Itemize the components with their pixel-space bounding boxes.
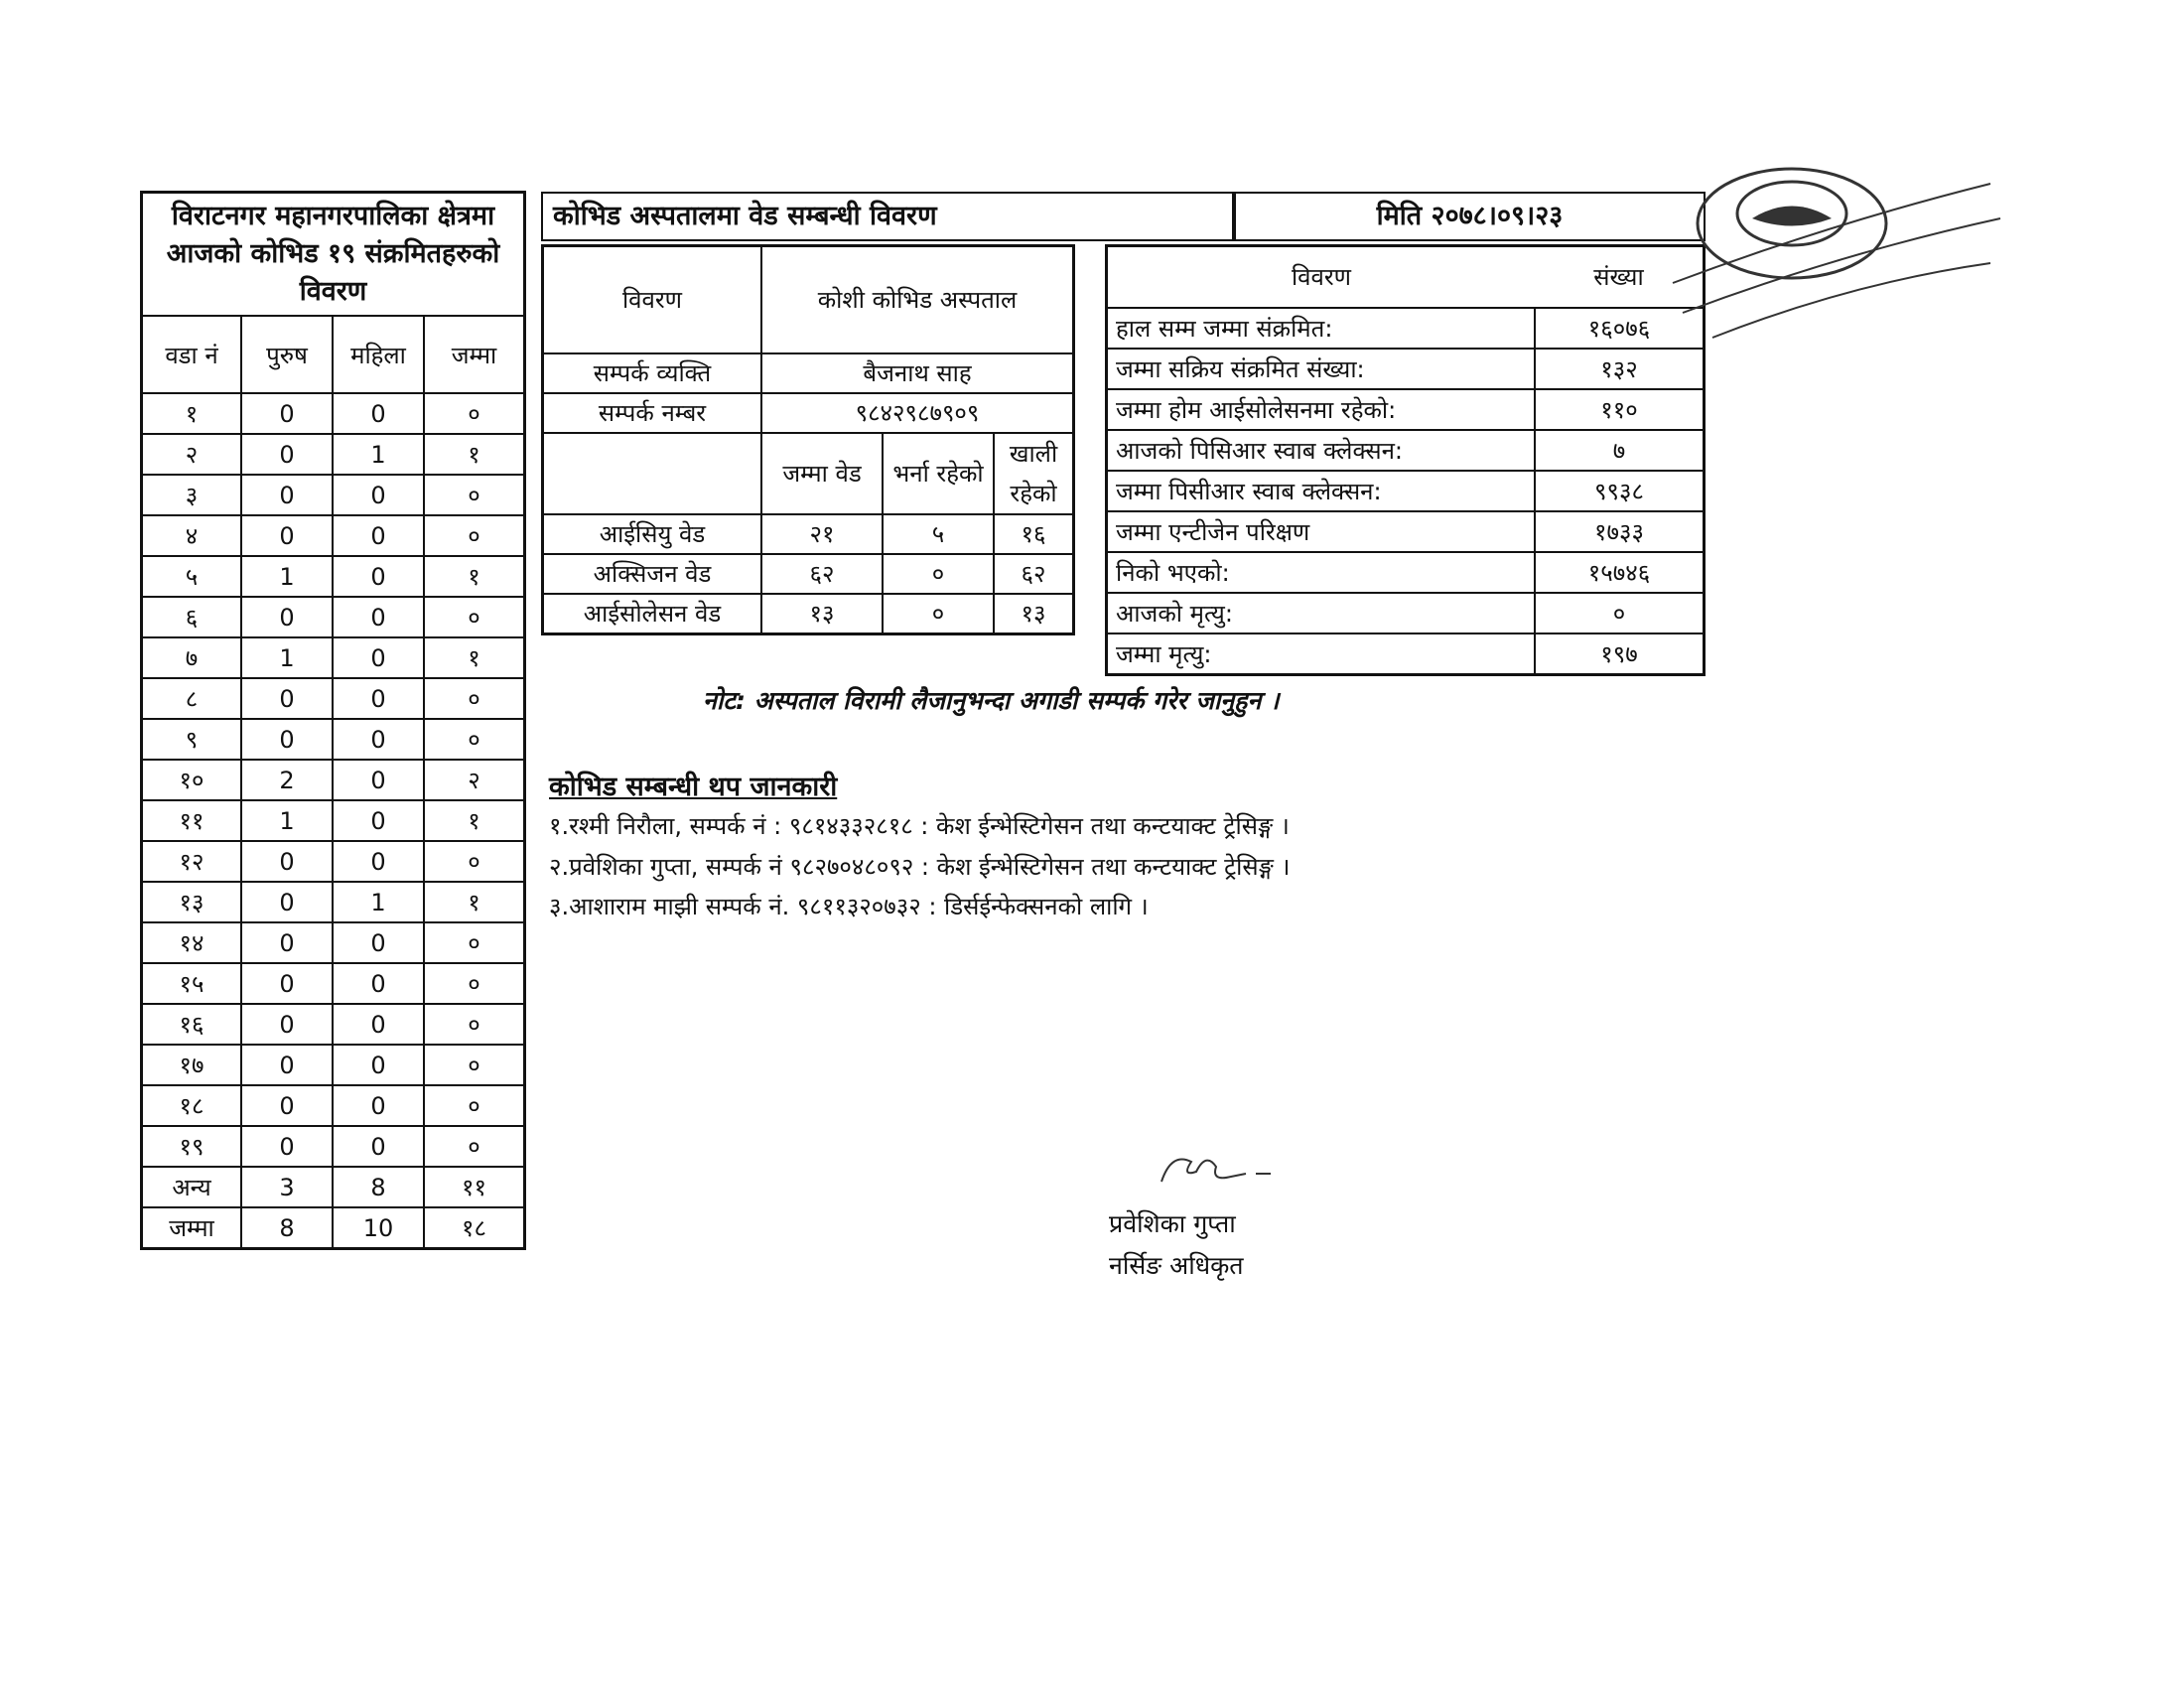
bed-type: आईसोलेसन वेड: [543, 594, 762, 634]
stat-value: १५७४६: [1535, 552, 1705, 593]
total-count: १: [424, 882, 525, 922]
total-count: १: [424, 434, 525, 475]
stats-head-count: संख्या: [1535, 246, 1705, 308]
total-count: १: [424, 556, 525, 597]
ward-row: [142, 1004, 525, 1045]
admitted-beds: ०: [883, 554, 994, 594]
ward-no: २: [142, 434, 242, 475]
ward-row: [142, 434, 525, 475]
female-count: 0: [333, 393, 424, 434]
ward-table: [140, 191, 526, 1250]
female-count: 0: [333, 637, 424, 678]
bed-type: आईसियु वेड: [543, 514, 762, 554]
male-count: 0: [241, 515, 333, 556]
ward-no: १०: [142, 760, 242, 800]
total-count: ०: [424, 922, 525, 963]
stat-row: [1107, 308, 1705, 349]
male-col-header: पुरुष: [241, 316, 333, 393]
ward-row: [142, 393, 525, 434]
ward-row: [142, 1045, 525, 1085]
female-count: 0: [333, 475, 424, 515]
empty-beds: १३: [994, 594, 1074, 634]
male-count: 0: [241, 597, 333, 637]
ward-row: [142, 922, 525, 963]
ward-row: [142, 719, 525, 760]
male-count: 3: [241, 1167, 333, 1207]
total-count: ०: [424, 963, 525, 1004]
ward-no: ४: [142, 515, 242, 556]
stat-label: हाल सम्म जम्मा संक्रमित:: [1107, 308, 1536, 349]
female-count: 0: [333, 1126, 424, 1167]
bed-head-label: विवरण: [543, 246, 762, 353]
contact-number: ९८४२९८७९०९: [761, 393, 1074, 433]
contact-person: बैजनाथ साह: [761, 353, 1074, 393]
ward-no: अन्य: [142, 1167, 242, 1207]
ward-no: १४: [142, 922, 242, 963]
female-count: 1: [333, 882, 424, 922]
ward-row: [142, 556, 525, 597]
admitted-beds: ५: [883, 514, 994, 554]
ward-row: [142, 678, 525, 719]
ward-no: १३: [142, 882, 242, 922]
ward-row: [142, 515, 525, 556]
ward-no: १: [142, 393, 242, 434]
empty-beds: ६२: [994, 554, 1074, 594]
admitted-header: भर्ना रहेको: [883, 433, 994, 514]
bed-row: [543, 594, 1074, 634]
bed-row: [543, 554, 1074, 594]
ward-no: ७: [142, 637, 242, 678]
ward-no: ६: [142, 597, 242, 637]
female-count: 0: [333, 1004, 424, 1045]
male-count: 0: [241, 393, 333, 434]
male-count: 1: [241, 637, 333, 678]
stat-label: आजको पिसिआर स्वाब क्लेक्सन:: [1107, 430, 1536, 471]
total-count: ०: [424, 1085, 525, 1126]
stat-label: निको भएको:: [1107, 552, 1536, 593]
total-count: ०: [424, 841, 525, 882]
stats-head-label: विवरण: [1107, 246, 1536, 308]
male-count: 0: [241, 882, 333, 922]
stat-value: १९७: [1535, 633, 1705, 675]
hospital-note: नोट: अस्पताल विरामी लैजानुभन्दा अगाडी सम्पर्क गरेर जानुहुन ।: [703, 686, 1280, 715]
male-count: 0: [241, 678, 333, 719]
hospital-name: कोशी कोभिड अस्पताल: [761, 246, 1074, 353]
female-count: 0: [333, 515, 424, 556]
ward-row: [142, 800, 525, 841]
ward-no: जम्मा: [142, 1207, 242, 1249]
ward-no: १५: [142, 963, 242, 1004]
stat-row: [1107, 430, 1705, 471]
ward-no: १२: [142, 841, 242, 882]
contact-person-label: सम्पर्क व्यक्ति: [543, 353, 762, 393]
report-date: मिति २०७८।०९।२३: [1234, 192, 1706, 241]
ward-no: ५: [142, 556, 242, 597]
female-count: 0: [333, 1085, 424, 1126]
male-count: 0: [241, 1004, 333, 1045]
more-info-line: ३.आशाराम माझी सम्पर्क नं. ९८११३२०७३२ : डिर्सईन्फेक्सनको लागि ।: [549, 893, 1149, 920]
male-count: 0: [241, 1126, 333, 1167]
male-count: 0: [241, 719, 333, 760]
male-count: 1: [241, 556, 333, 597]
contact-number-label: सम्पर्क नम्बर: [543, 393, 762, 433]
stat-value: ९९३८: [1535, 471, 1705, 511]
total-count: १: [424, 637, 525, 678]
ward-no: १६: [142, 1004, 242, 1045]
ward-row: [142, 1207, 525, 1249]
female-count: 10: [333, 1207, 424, 1249]
admitted-beds: ०: [883, 594, 994, 634]
stat-label: आजको मृत्यु:: [1107, 593, 1536, 633]
bed-table: [541, 244, 1075, 635]
stat-label: जम्मा एन्टीजेन परिक्षण: [1107, 511, 1536, 552]
male-count: 8: [241, 1207, 333, 1249]
ward-row: [142, 760, 525, 800]
total-count: ०: [424, 678, 525, 719]
ward-no: १८: [142, 1085, 242, 1126]
ward-row: [142, 1085, 525, 1126]
total-count: ०: [424, 597, 525, 637]
male-count: 1: [241, 800, 333, 841]
total-count: ०: [424, 1126, 525, 1167]
total-count: १८: [424, 1207, 525, 1249]
stat-row: [1107, 389, 1705, 430]
total-beds: २१: [761, 514, 883, 554]
office-seal: [1653, 164, 2010, 352]
empty-header: खाली रहेको: [994, 433, 1074, 514]
stat-label: जम्मा सक्रिय संक्रमित संख्या:: [1107, 349, 1536, 389]
bed-row: [543, 514, 1074, 554]
total-count: ०: [424, 393, 525, 434]
female-count: 1: [333, 434, 424, 475]
stat-value: १६०७६: [1535, 308, 1705, 349]
signatory-name: प्रवेशिका गुप्ता: [1109, 1209, 1236, 1238]
stat-value: ११०: [1535, 389, 1705, 430]
female-col-header: महिला: [333, 316, 424, 393]
male-count: 0: [241, 1045, 333, 1085]
ward-no: १९: [142, 1126, 242, 1167]
ward-col-header: वडा नं: [142, 316, 242, 393]
male-count: 0: [241, 922, 333, 963]
stat-row: [1107, 552, 1705, 593]
stat-row: [1107, 633, 1705, 675]
more-info-line: १.रश्मी निरौला, सम्पर्क नं : ९८१४३३२८१८ : केश ईन्भेस्टिगेसन तथा कन्टयाक्ट ट्रेसिङ्ग ।: [549, 812, 1290, 840]
ward-no: ११: [142, 800, 242, 841]
stat-value: ०: [1535, 593, 1705, 633]
total-count: ०: [424, 1004, 525, 1045]
female-count: 0: [333, 1045, 424, 1085]
total-count: ०: [424, 515, 525, 556]
total-count: ०: [424, 475, 525, 515]
total-bed-header: जम्मा वेड: [761, 433, 883, 514]
ward-row: [142, 1126, 525, 1167]
stat-row: [1107, 471, 1705, 511]
stats-table: [1105, 244, 1706, 676]
signatory-designation: नर्सिङ अधिकृत: [1109, 1251, 1244, 1280]
stat-value: १७३३: [1535, 511, 1705, 552]
ward-no: ८: [142, 678, 242, 719]
female-count: 0: [333, 800, 424, 841]
male-count: 2: [241, 760, 333, 800]
female-count: 0: [333, 922, 424, 963]
stat-row: [1107, 511, 1705, 552]
ward-no: ९: [142, 719, 242, 760]
ward-row: [142, 597, 525, 637]
bed-table-title: कोभिड अस्पतालमा वेड सम्बन्धी विवरण: [541, 192, 1234, 241]
ward-row: [142, 637, 525, 678]
more-info-line: २.प्रवेशिका गुप्ता, सम्पर्क नं ९८२७०४८०९२ : केश ईन्भेस्टिगेसन तथा कन्टयाक्ट ट्रेसिङ्ग ।: [549, 853, 1291, 881]
ward-row: [142, 475, 525, 515]
stat-label: जम्मा पिसीआर स्वाब क्लेक्सन:: [1107, 471, 1536, 511]
female-count: 0: [333, 963, 424, 1004]
total-count: ०: [424, 1045, 525, 1085]
male-count: 0: [241, 475, 333, 515]
signature-mark: [1152, 1142, 1291, 1201]
ward-row: [142, 963, 525, 1004]
stat-label: जम्मा होम आईसोलेसनमा रहेको:: [1107, 389, 1536, 430]
ward-no: ३: [142, 475, 242, 515]
female-count: 8: [333, 1167, 424, 1207]
ward-row: [142, 882, 525, 922]
total-beds: ६२: [761, 554, 883, 594]
total-count: १: [424, 800, 525, 841]
ward-row: [142, 841, 525, 882]
total-beds: १३: [761, 594, 883, 634]
female-count: 0: [333, 678, 424, 719]
male-count: 0: [241, 1085, 333, 1126]
bed-type: अक्सिजन वेड: [543, 554, 762, 594]
male-count: 0: [241, 841, 333, 882]
total-count: ११: [424, 1167, 525, 1207]
more-info-heading: कोभिड सम्बन्धी थप जानकारी: [549, 772, 838, 802]
male-count: 0: [241, 434, 333, 475]
stat-label: जम्मा मृत्यु:: [1107, 633, 1536, 675]
empty-beds: १६: [994, 514, 1074, 554]
female-count: 0: [333, 841, 424, 882]
stat-row: [1107, 349, 1705, 389]
male-count: 0: [241, 963, 333, 1004]
female-count: 0: [333, 597, 424, 637]
total-count: २: [424, 760, 525, 800]
stat-value: १३२: [1535, 349, 1705, 389]
stat-value: ७: [1535, 430, 1705, 471]
total-count: ०: [424, 719, 525, 760]
female-count: 0: [333, 556, 424, 597]
ward-table-title: विराटनगर महानगरपालिका क्षेत्रमा आजको कोभिड १९ संक्रमितहरुको विवरण: [142, 193, 525, 317]
female-count: 0: [333, 760, 424, 800]
female-count: 0: [333, 719, 424, 760]
stat-row: [1107, 593, 1705, 633]
total-col-header: जम्मा: [424, 316, 525, 393]
ward-no: १७: [142, 1045, 242, 1085]
ward-row: [142, 1167, 525, 1207]
